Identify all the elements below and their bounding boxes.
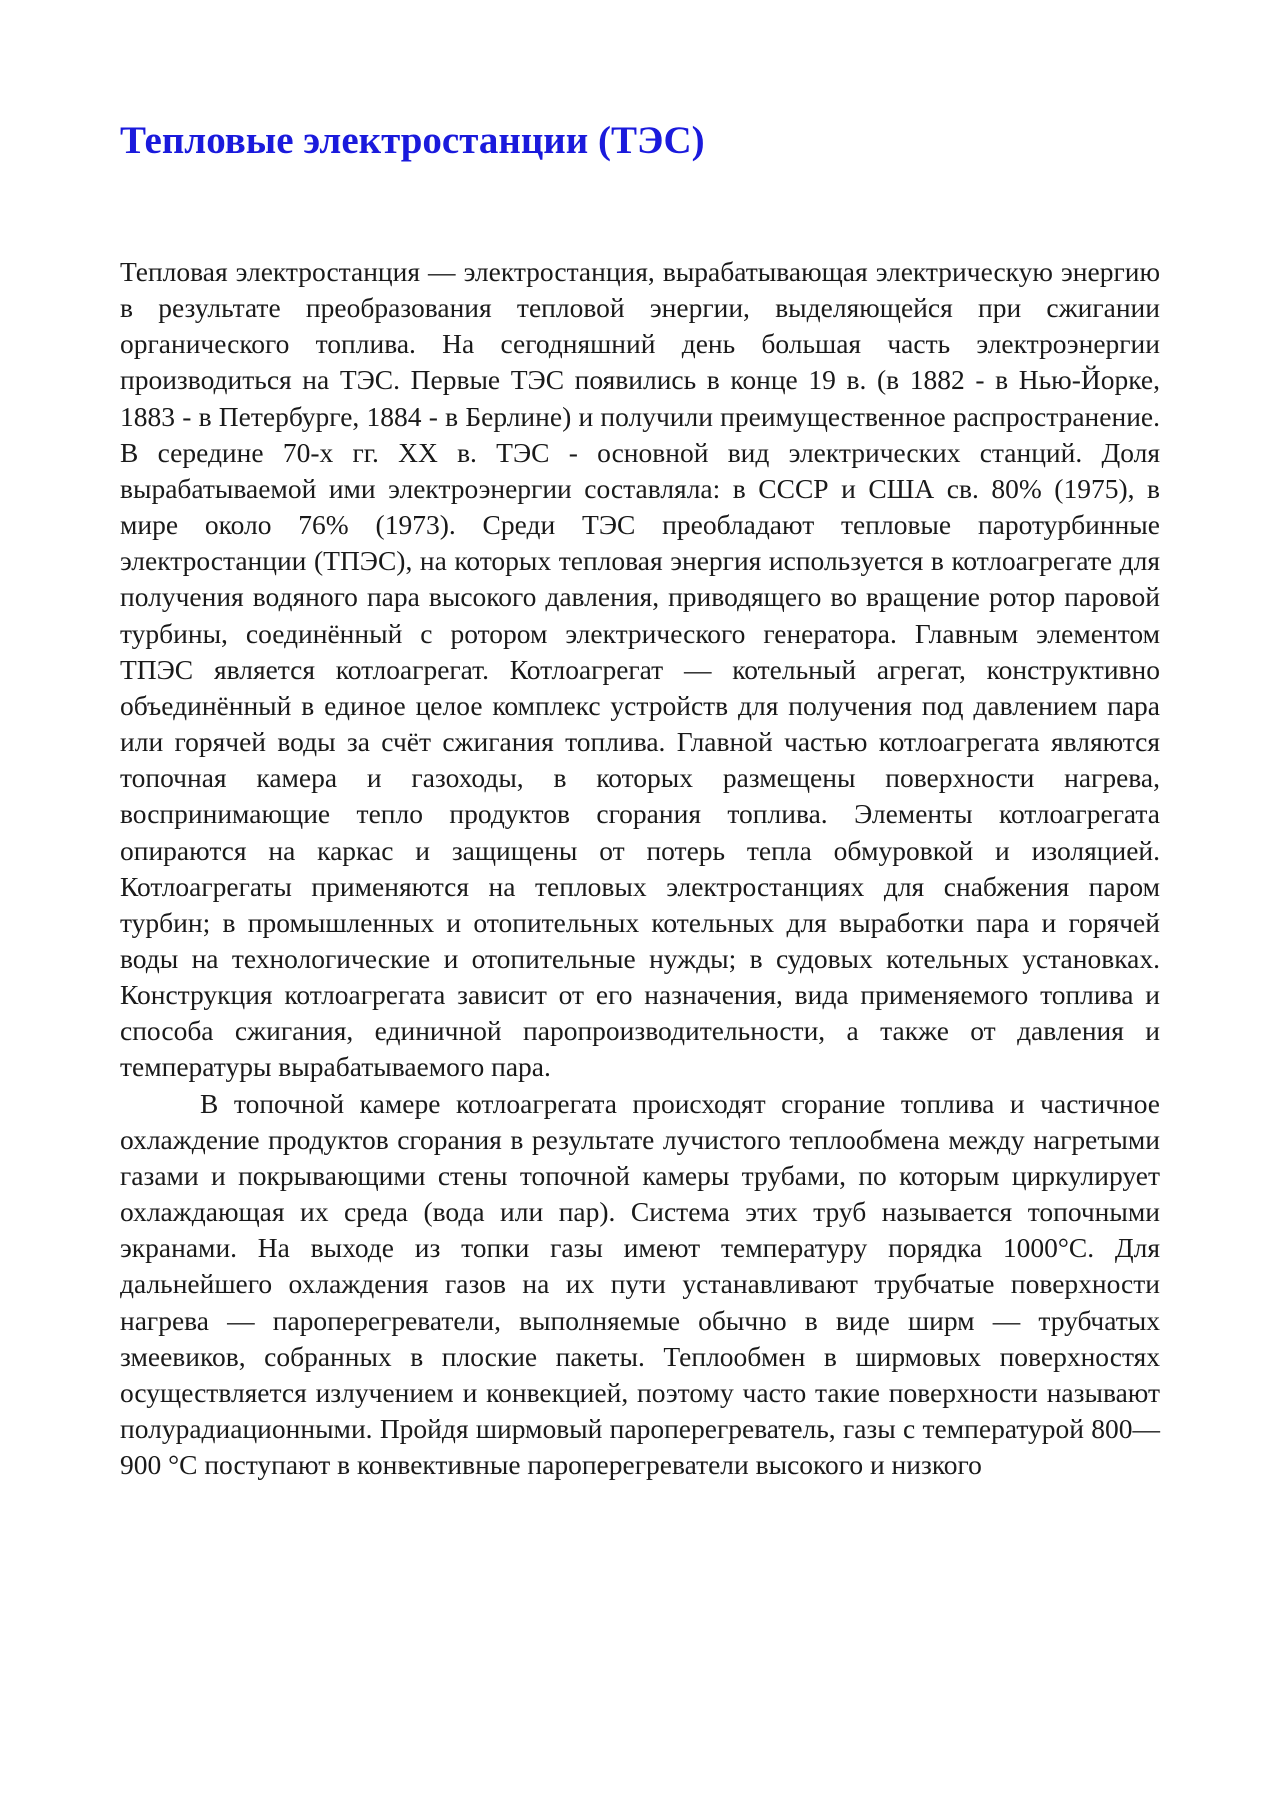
paragraph-1: Тепловая электростанция — электростанция, вырабатывающая электрическую энергию в результате преобразования тепловой энергии, выделяющейся при сжигании органического топлива. На сегодняшний день большая часть электроэнергии производиться на ТЭС. Первые ТЭС появились в конце 19 в. (в 1882 - в Нью-Йорке, 1883 - в Петербурге, 1884 - в Берлине) и получили преимущественное распространение. В середине 70-х гг. XX в. ТЭС - основной вид электрических станций. Доля вырабатываемой ими электроэнергии составляла: в СССР и США св. 80% (1975), в мире около 76% (1973). Среди ТЭС преобладают тепловые паротурбинные электростанции (ТПЭС), на которых тепловая энергия используется в котлоагрегате для получения водяного пара высокого давления, приводящего во вращение ротор паровой турбины, соединённый с ротором электрического генератора. Главным элементом ТПЭС является котлоагрегат. Котлоагрегат — котельный агрегат, конструктивно объединённый в единое целое комплекс устройств для получения под давлением пара или горячей воды за счёт сжигания топлива. Главной частью котлоагрегата являются топочная камера и газоходы, в которых размещены поверхности нагрева, воспринимающие тепло продуктов сгорания топлива. Элементы котлоагрегата опираются на каркас и защищены от потерь тепла обмуровкой и изоляцией. Котлоагрегаты применяются на тепловых электростанциях для снабжения паром турбин; в промышленных и отопительных котельных для выработки пара и горячей воды на технологические и отопительные нужды; в судовых котельных установках. Конструкция котлоагрегата зависит от его назначения, вида применяемого топлива и способа сжигания, единичной паропроизводительности, а также от давления и температуры вырабатываемого пара.: [120, 256, 1160, 1083]
document-title: Тепловые электростанции (ТЭС): [120, 119, 705, 162]
document-body: [120, 254, 1160, 1483]
paragraph-2: В топочной камере котлоагрегата происходят сгорание топлива и частичное охлаждение продуктов сгорания в результате лучистого теплообмена между нагретыми газами и покрывающими стены топочной камеры трубами, по которым циркулирует охлаждающая их среда (вода или пар). Система этих труб называется топочными экранами. На выходе из топки газы имеют температуру порядка 1000°С. Для дальнейшего охлаждения газов на их пути устанавливают трубчатые поверхности нагрева — пароперегреватели, выполняемые обычно в виде ширм — трубчатых змеевиков, собранных в плоские пакеты. Теплообмен в ширмовых поверхностях осуществляется излучением и конвекцией, поэтому часто такие поверхности называют полурадиационными. Пройдя ширмовый пароперегреватель, газы с температурой 800—900 °С поступают в конвективные пароперегреватели высокого и низкого: [120, 1087, 1160, 1481]
